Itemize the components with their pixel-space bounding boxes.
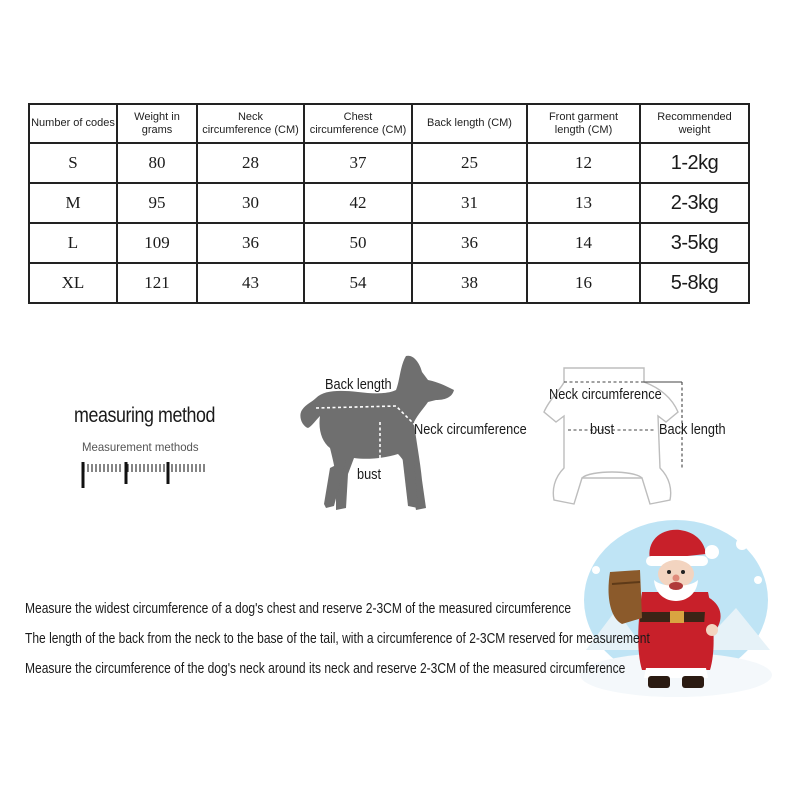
cell-size: XL bbox=[29, 263, 117, 303]
header-neck bbox=[197, 104, 304, 143]
garment-neck-label: Neck circumference bbox=[549, 386, 662, 403]
cell-neck: 43 bbox=[197, 263, 304, 303]
cell-neck: 28 bbox=[197, 143, 304, 183]
note-chest: Measure the widest circumference of a dog's chest and reserve 2-3CM of the measured circumference bbox=[25, 601, 572, 617]
cell-back: 36 bbox=[412, 223, 527, 263]
header-chest bbox=[304, 104, 412, 143]
cell-weight: 121 bbox=[117, 263, 197, 303]
cell-chest: 42 bbox=[304, 183, 412, 223]
cell-recommended: 1-2kg bbox=[640, 143, 749, 183]
cell-neck: 36 bbox=[197, 223, 304, 263]
garment-back-length-label: Back length bbox=[659, 421, 726, 438]
header-text: length (CM) bbox=[554, 123, 613, 136]
cell-recommended: 2-3kg bbox=[640, 183, 749, 223]
header-text: Neck bbox=[237, 110, 264, 123]
header-text: Chest bbox=[343, 110, 373, 123]
cell-chest: 37 bbox=[304, 143, 412, 183]
method-subtitle: Measurement methods bbox=[82, 440, 199, 454]
cell-recommended: 3-5kg bbox=[640, 223, 749, 263]
garment-bust-label: bust bbox=[590, 421, 615, 438]
note-back: The length of the back from the neck to the base of the tail, with a circumference of 2-3CM reserved for measurement bbox=[25, 631, 650, 647]
cell-size: M bbox=[29, 183, 117, 223]
header-code bbox=[29, 104, 117, 143]
cell-neck: 30 bbox=[197, 183, 304, 223]
header-recommended-weight bbox=[640, 104, 749, 143]
size-table bbox=[28, 103, 750, 304]
measurement-notes bbox=[25, 594, 725, 684]
header-text: Front garment bbox=[548, 110, 619, 123]
header-back-length bbox=[412, 104, 527, 143]
header-weight-grams bbox=[117, 104, 197, 143]
cell-front: 16 bbox=[527, 263, 640, 303]
header-text: weight bbox=[678, 123, 711, 136]
cell-size: L bbox=[29, 223, 117, 263]
note-neck: Measure the circumference of the dog's neck around its neck and reserve 2-3CM of the measured circumference bbox=[25, 661, 626, 677]
header-front-length bbox=[527, 104, 640, 143]
table-row bbox=[29, 223, 749, 263]
cell-chest: 54 bbox=[304, 263, 412, 303]
cell-weight: 80 bbox=[117, 143, 197, 183]
header-text: Weight in grams bbox=[134, 110, 180, 136]
table-row bbox=[29, 263, 749, 303]
table-header-row bbox=[29, 104, 749, 143]
header-text: circumference (CM) bbox=[309, 123, 407, 136]
header-text: circumference (CM) bbox=[202, 123, 299, 136]
cell-weight: 95 bbox=[117, 183, 197, 223]
method-title: measuring method bbox=[74, 404, 216, 427]
cell-chest: 50 bbox=[304, 223, 412, 263]
cell-front: 14 bbox=[527, 223, 640, 263]
cell-size: S bbox=[29, 143, 117, 183]
cell-weight: 109 bbox=[117, 223, 197, 263]
header-text: Number of codes bbox=[31, 117, 115, 129]
table-row bbox=[29, 183, 749, 223]
table-row bbox=[29, 143, 749, 183]
ruler-icon bbox=[80, 458, 210, 490]
header-text: Recommended bbox=[657, 110, 732, 123]
dog-back-length-label: Back length bbox=[325, 376, 392, 393]
dog-neck-label: Neck circumference bbox=[414, 421, 527, 438]
cell-recommended: 5-8kg bbox=[640, 263, 749, 303]
header-text: Back length (CM) bbox=[427, 117, 512, 129]
cell-front: 12 bbox=[527, 143, 640, 183]
cell-back: 38 bbox=[412, 263, 527, 303]
cell-back: 25 bbox=[412, 143, 527, 183]
cell-back: 31 bbox=[412, 183, 527, 223]
dog-bust-label: bust bbox=[357, 466, 382, 483]
cell-front: 13 bbox=[527, 183, 640, 223]
